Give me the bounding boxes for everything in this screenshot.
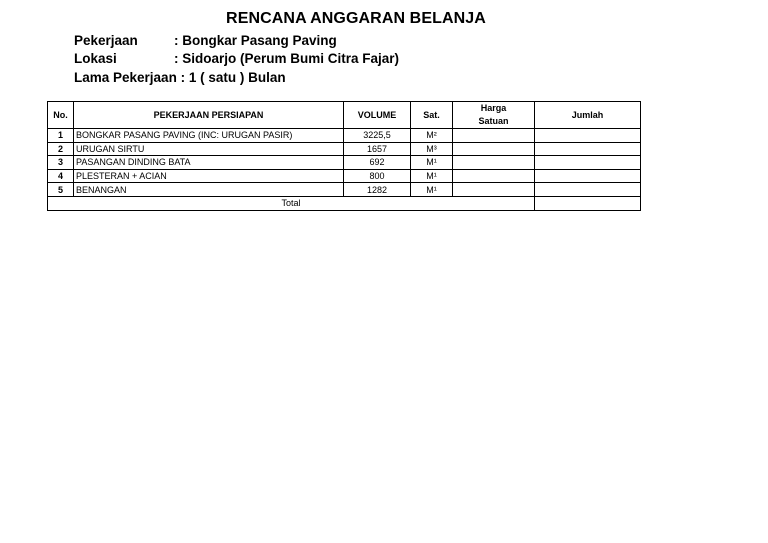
cell-harga	[453, 183, 535, 197]
cell-no: 5	[48, 183, 74, 197]
info-lama-pekerjaan	[74, 70, 286, 85]
cell-pekerjaan: BONGKAR PASANG PAVING (INC: URUGAN PASIR)	[74, 129, 344, 143]
header-harga-line2: Satuan	[478, 116, 509, 126]
total-row	[48, 196, 641, 210]
cell-pekerjaan: PLESTERAN + ACIAN	[74, 169, 344, 183]
table-row	[48, 183, 641, 197]
cell-volume: 1282	[344, 183, 411, 197]
cell-sat: M²	[411, 129, 453, 143]
cell-jumlah	[535, 156, 641, 170]
cell-harga	[453, 169, 535, 183]
cell-pekerjaan: BENANGAN	[74, 183, 344, 197]
cell-volume: 800	[344, 169, 411, 183]
info-lokasi-label: Lokasi	[74, 51, 117, 66]
info-pekerjaan	[74, 33, 337, 48]
cell-sat: M³	[411, 142, 453, 156]
cell-sat: M¹	[411, 156, 453, 170]
cell-pekerjaan: PASANGAN DINDING BATA	[74, 156, 344, 170]
table-row	[48, 129, 641, 143]
budget-table	[47, 101, 641, 211]
cell-no: 1	[48, 129, 74, 143]
document-title: RENCANA ANGGARAN BELANJA	[226, 10, 486, 27]
table-header-row	[48, 102, 641, 129]
info-pekerjaan-label: Pekerjaan	[74, 33, 138, 48]
table-row	[48, 142, 641, 156]
info-lama-label: Lama Pekerjaan	[74, 70, 177, 85]
info-lokasi-value: : Sidoarjo (Perum Bumi Citra Fajar)	[174, 51, 400, 66]
header-volume: VOLUME	[344, 102, 411, 129]
table-row	[48, 156, 641, 170]
cell-pekerjaan: URUGAN SIRTU	[74, 142, 344, 156]
cell-jumlah	[535, 183, 641, 197]
cell-harga	[453, 129, 535, 143]
header-jumlah: Jumlah	[535, 102, 641, 129]
info-lama-value: : 1 ( satu ) Bulan	[180, 70, 286, 85]
header-harga-line1: Harga	[480, 103, 507, 113]
cell-sat: M¹	[411, 183, 453, 197]
cell-no: 4	[48, 169, 74, 183]
total-label: Total	[48, 196, 535, 210]
info-pekerjaan-value: : Bongkar Pasang Paving	[174, 33, 337, 48]
cell-volume: 692	[344, 156, 411, 170]
header-harga-satuan	[453, 102, 535, 129]
info-lokasi	[74, 51, 399, 66]
header-no: No.	[48, 102, 74, 129]
cell-jumlah	[535, 169, 641, 183]
cell-sat: M¹	[411, 169, 453, 183]
cell-no: 3	[48, 156, 74, 170]
cell-volume: 1657	[344, 142, 411, 156]
header-sat: Sat.	[411, 102, 453, 129]
cell-harga	[453, 156, 535, 170]
cell-volume: 3225,5	[344, 129, 411, 143]
cell-harga	[453, 142, 535, 156]
cell-jumlah	[535, 142, 641, 156]
cell-jumlah	[535, 129, 641, 143]
total-value	[535, 196, 641, 210]
table-row	[48, 169, 641, 183]
cell-no: 2	[48, 142, 74, 156]
header-pekerjaan: PEKERJAAN PERSIAPAN	[74, 102, 344, 129]
